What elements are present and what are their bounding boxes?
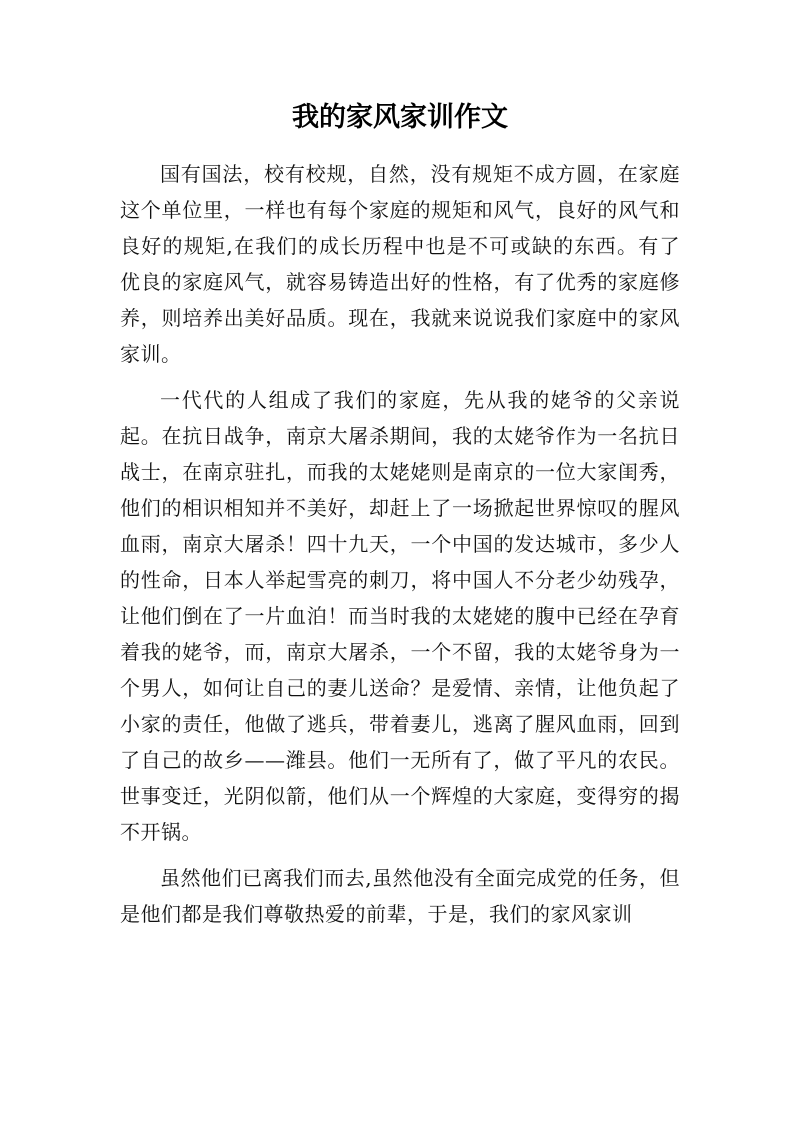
document-title: 我的家风家训作文 [292, 102, 508, 133]
paragraph-2: 一代代的人组成了我们的家庭，先从我的姥爷的父亲说起。在抗日战争，南京大屠杀期间，我的太姥爷作为一名抗日战士，在南京驻扎，而我的太姥姥则是南京的一位大家闺秀，他们的相识相知并不美好，却赶上了一场掀起世界惊叹的腥风血雨，南京大屠杀！四十九天，一个中国的发达城市，多少人的性命，日本人举起雪亮的刺刀，将中国人不分老少幼残孕，让他们倒在了一片血泊！而当时我的太姥姥的腹中已经在孕育着我的姥爷，而，南京大屠杀，一个不留，我的太姥爷身为一个男人，如何让自己的妻儿送命？是爱情、亲情，让他负起了小家的责任，他做了逃兵，带着妻儿，逃离了腥风血雨，回到了自己的故乡——潍县。他们一无所有了，做了平凡的农民。世事变迁，光阴似箭，他们从一个辉煌的大家庭，变得穷的揭不开锅。 [120, 388, 680, 844]
paragraph-3: 虽然他们已离我们而去,虽然他没有全面完成党的任务，但是他们都是我们尊敬热爱的前辈，于是，我们的家风家训 [120, 866, 680, 926]
document-body [120, 156, 680, 932]
paragraph-1: 国有国法，校有校规，自然，没有规矩不成方圆，在家庭这个单位里，一样也有每个家庭的规矩和风气，良好的风气和良好的规矩,在我们的成长历程中也是不可或缺的东西。有了优良的家庭风气，就容易铸造出好的性格，有了优秀的家庭修养，则培养出美好品质。现在，我就来说说我们家庭中的家风家训。 [120, 162, 680, 366]
